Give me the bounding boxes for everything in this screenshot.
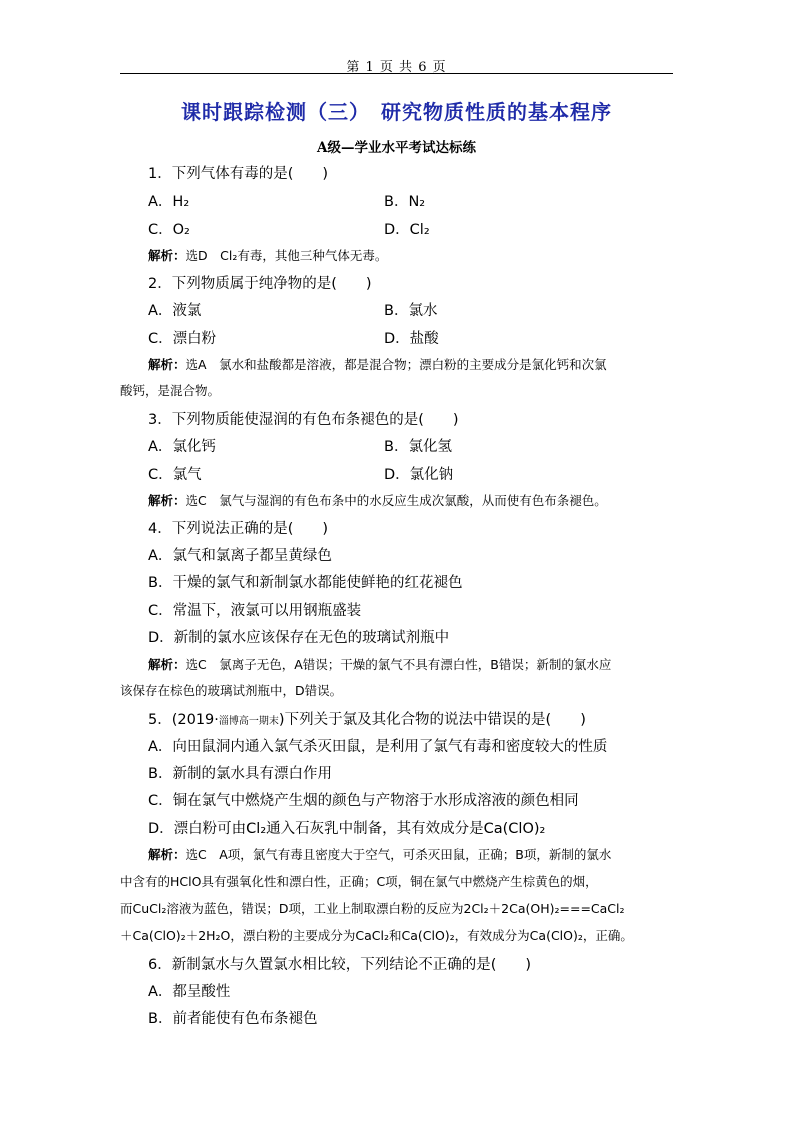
page-indicator: 第 1 页 共 6 页 bbox=[346, 60, 447, 75]
question-2-stem: 2．下列物质属于纯净物的是( ) bbox=[148, 276, 372, 292]
analysis-label: 解析： bbox=[148, 657, 186, 672]
question-5-option-c: C．铜在氯气中燃烧产生烟的颜色与产物溶于水形成溶液的颜色相同 bbox=[148, 793, 579, 809]
question-5-analysis-line3: 而CuCl₂溶液为蓝色，错误；D项，工业上制取漂白粉的反应为2Cl₂＋2Ca(OH)₂===CaCl₂ bbox=[120, 901, 625, 916]
analysis-text: 选D Cl₂有毒，其他三种气体无毒。 bbox=[185, 248, 388, 263]
question-3-option-b: B．氯化氢 bbox=[384, 439, 452, 455]
question-5-option-b: B．新制的氯水具有漂白作用 bbox=[148, 766, 332, 782]
stem-source: 淄博高一期末 bbox=[218, 716, 279, 727]
question-4-option-a: A．氯气和氯离子都呈黄绿色 bbox=[148, 548, 332, 564]
analysis-label: 解析： bbox=[148, 847, 186, 862]
question-3-option-d: D．氯化钠 bbox=[384, 467, 454, 483]
question-5-analysis-line4: ＋Ca(ClO)₂＋2H₂O，漂白粉的主要成分为CaCl₂和Ca(ClO)₂，有效成分为Ca(ClO)₂，正确。 bbox=[120, 928, 633, 943]
question-6-option-a: A．都呈酸性 bbox=[148, 984, 231, 1000]
question-2-option-a: A．液氯 bbox=[148, 303, 202, 319]
question-2-option-b: B．氯水 bbox=[384, 303, 438, 319]
analysis-label: 解析： bbox=[148, 248, 186, 263]
question-4-option-b: B．干燥的氯气和新制氯水都能使鲜艳的红花褪色 bbox=[148, 575, 463, 591]
analysis-label: 解析： bbox=[148, 357, 186, 372]
question-2-option-c: C．漂白粉 bbox=[148, 331, 217, 347]
analysis-text: 选A 氯水和盐酸都是溶液，都是混合物；漂白粉的主要成分是氯化钙和次氯 bbox=[185, 357, 607, 372]
question-5-option-d: D．漂白粉可由Cl₂通入石灰乳中制备，其有效成分是Ca(ClO)₂ bbox=[148, 821, 546, 837]
question-1-option-c: C．O₂ bbox=[148, 222, 190, 238]
question-2-analysis-line1 bbox=[148, 355, 607, 373]
analysis-text: 选C A项，氯气有毒且密度大于空气，可杀灭田鼠，正确；B项，新制的氯水 bbox=[185, 847, 612, 862]
question-5-stem bbox=[148, 708, 586, 729]
question-1-option-d: D．Cl₂ bbox=[384, 222, 430, 238]
stem-prefix: 5．(2019· bbox=[148, 712, 219, 728]
stem-suffix: )下列关于氯及其化合物的说法中错误的是( ) bbox=[278, 712, 586, 728]
question-4-analysis-line2: 该保存在棕色的玻璃试剂瓶中，D错误。 bbox=[120, 683, 343, 698]
section-heading: A级—学业水平考试达标练 bbox=[317, 140, 476, 156]
question-5-option-a: A．向田鼠洞内通入氯气杀灭田鼠，是利用了氯气有毒和密度较大的性质 bbox=[148, 739, 608, 755]
analysis-label: 解析： bbox=[148, 493, 186, 508]
question-1-stem: 1．下列气体有毒的是( ) bbox=[148, 166, 329, 182]
question-6-option-b: B．前者能使有色布条褪色 bbox=[148, 1011, 318, 1027]
analysis-text: 选C 氯离子无色，A错误；干燥的氯气不具有漂白性，B错误；新制的氯水应 bbox=[185, 657, 612, 672]
question-5-analysis-line1 bbox=[148, 845, 611, 863]
analysis-text: 选C 氯气与湿润的有色布条中的水反应生成次氯酸，从而使有色布条褪色。 bbox=[185, 493, 607, 508]
question-1-option-b: B．N₂ bbox=[384, 194, 426, 210]
question-6-stem: 6．新制氯水与久置氯水相比较，下列结论不正确的是( ) bbox=[148, 957, 532, 973]
question-3-stem: 3．下列物质能使湿润的有色布条褪色的是( ) bbox=[148, 412, 459, 428]
question-4-analysis-line1 bbox=[148, 655, 611, 673]
question-3-option-c: C．氯气 bbox=[148, 467, 202, 483]
document-title: 课时跟踪检测（三） 研究物质性质的基本程序 bbox=[181, 100, 612, 124]
question-4-stem: 4．下列说法正确的是( ) bbox=[148, 521, 329, 537]
question-5-analysis-line2: 中含有的HClO具有强氧化性和漂白性，正确；C项，铜在氯气中燃烧产生棕黄色的烟， bbox=[120, 874, 598, 889]
header-divider bbox=[120, 73, 673, 74]
question-1-option-a: A．H₂ bbox=[148, 194, 190, 210]
question-1-analysis bbox=[148, 246, 387, 264]
question-2-analysis-line2: 酸钙，是混合物。 bbox=[120, 383, 221, 398]
question-2-option-d: D．盐酸 bbox=[384, 331, 439, 347]
question-3-analysis bbox=[148, 491, 607, 509]
question-4-option-c: C．常温下，液氯可以用钢瓶盛装 bbox=[148, 603, 362, 619]
question-3-option-a: A．氯化钙 bbox=[148, 439, 216, 455]
question-4-option-d: D．新制的氯水应该保存在无色的玻璃试剂瓶中 bbox=[148, 630, 450, 646]
